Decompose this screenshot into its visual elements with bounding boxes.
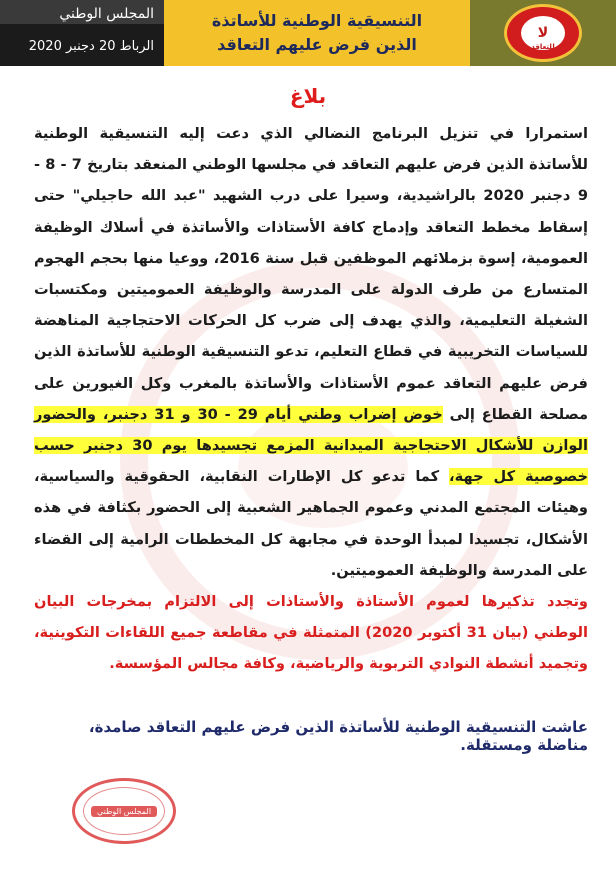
- logo-no-text: لا: [521, 16, 565, 50]
- document-title: بلاغ: [289, 84, 327, 108]
- closing-slogan: عاشت التنسيقية الوطنية للأساتذة الذين فرض عليهم التعاقد صامدة، مناضلة ومستقلة.: [88, 718, 588, 754]
- paragraph-1: [34, 118, 588, 586]
- issue-date: الرباط 20 دجنبر 2020: [28, 39, 154, 54]
- stamp-label: المجلس الوطني: [91, 806, 157, 817]
- org-title-line1: التنسيقية الوطنية للأساتذة: [211, 11, 423, 30]
- paragraph-1-text-a: استمرارا في تنزيل البرنامج النضالي الذي دعت إليه التنسيقية الوطنية للأساتذة الذين فرض عليهم التعاقد في مجلسها الوطني المنعقد بتاريخ 7 - 8 - 9 دجنبر 2020 بالراشيدية، وسيرا على درب الشهيد "عبد الله حاجيلي" حتى إسقاط مخطط التعاقد وإدماج كافة الأستاذات والأساتذة في أسلاك الوظيفة العمومية، إسوة بزملائهم الموظفين قبل سنة 2016، ووعيا منها بحجم الهجوم المتسارع من طرف الدولة على المدرسة والوظيفة العموميتين ومكتسبات الشغيلة التعليمية، والذي يهدف إلى ضرب كل الحركات الاحتجاجية المناهضة للسياسات التخريبية في قطاع التعليم، تدعو التنسيقية الوطنية للأساتذة الذين فرض عليهم التعاقد عموم الأستاذات والأساتذة بالمغرب وكل الغيورين على مصلحة القطاع إلى: [34, 125, 589, 423]
- council-name: المجلس الوطني: [0, 0, 164, 24]
- highlighted-strike-call: خوض إضراب وطني أيام 29 - 30 و 31 دجنبر، والحضور الوازن للأشكال الاحتجاجية الميدانية المزمع تجسيدها يوم 30 دجنبر حسب خصوصية كل جهة،: [34, 405, 588, 486]
- council-stamp-icon: [72, 778, 176, 844]
- organization-logo-icon: [504, 4, 582, 62]
- logo-sub-text: للتعاقد: [531, 43, 555, 51]
- council-box: [0, 0, 164, 66]
- letterhead: [0, 0, 616, 66]
- paragraph-1-text-b: كما تدعو كل الإطارات النقابية، الحقوقية والسياسية، وهيئات المجتمع المدني وعموم الجماهير الشعبية إلى الحضور بكثافة في هذه الأشكال، تجسيدا لمبدأ الوحدة في مجابهة كل المخططات الرامية إلى القضاء على المدرسة والوظيفة العموميتين.: [34, 468, 588, 579]
- org-title-line2: الذين فرض عليهم التعاقد: [217, 35, 417, 54]
- document-body: [34, 118, 588, 680]
- paragraph-2-reminder: وتجدد تذكيرها لعموم الأستاذة والأستاذات إلى الالتزام بمخرجات البيان الوطني (بيان 31 أكتوبر 2020) المتمثلة في مقاطعة جميع اللقاءات التكوينية، وتجميد أنشطة النوادي التربوية والرياضية، وكافة مجالس المؤسسة.: [34, 593, 588, 673]
- organization-title: [164, 0, 470, 66]
- logo-area: [470, 0, 616, 66]
